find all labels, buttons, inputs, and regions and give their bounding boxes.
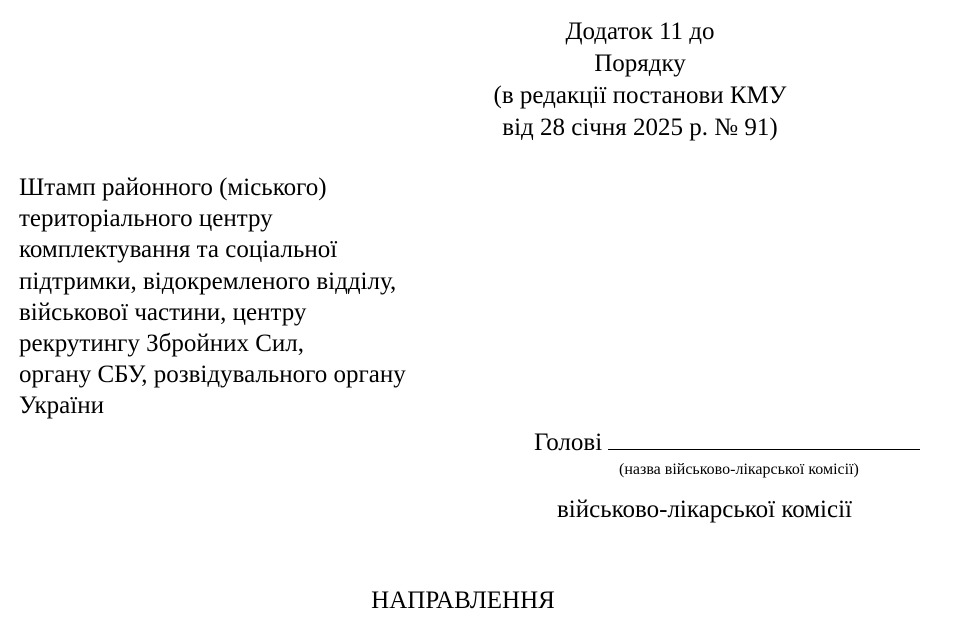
- stamp-line: комплектування та соціальної: [19, 236, 338, 264]
- stamp-line: України: [19, 392, 104, 420]
- stamp-line: Штамп районного (міського): [19, 174, 327, 201]
- commission-label: військово-лікарської комісії: [557, 496, 852, 523]
- annex-line-3: (в редакції постанови КМУ: [493, 82, 787, 109]
- annex-line-2: Порядку: [594, 50, 686, 77]
- commission-name-blank: [608, 425, 920, 450]
- stamp-line: підтримки, відокремленого відділу,: [19, 267, 397, 295]
- annex-reference: [440, 16, 840, 144]
- annex-line-4: від 28 січня 2025 р. № 91): [502, 114, 778, 141]
- stamp-block: [19, 172, 489, 422]
- addressee-line: [534, 425, 920, 459]
- stamp-line: територіального центру: [19, 205, 273, 233]
- blank-caption: (назва військово-лікарської комісії): [619, 461, 859, 478]
- stamp-line: рекрутингу Збройних Сил,: [19, 330, 305, 358]
- stamp-line: військової частини, центру: [19, 298, 307, 326]
- document-title: НАПРАВЛЕННЯ: [371, 587, 555, 614]
- annex-line-1: Додаток 11 до: [565, 18, 715, 45]
- addressee-label: Голові: [534, 429, 603, 456]
- stamp-line: органу СБУ, розвідувального органу: [19, 361, 406, 389]
